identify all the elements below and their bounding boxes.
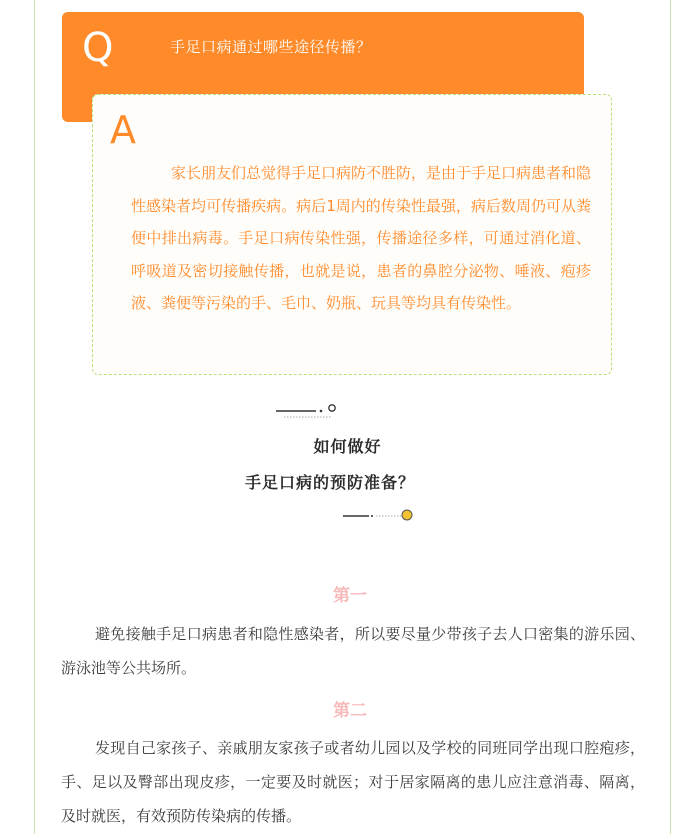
- section-label-1: 第一: [333, 586, 367, 606]
- answer-letter: A: [110, 108, 136, 152]
- bottom-divider-ornament: [343, 508, 415, 524]
- answer-text: 家长朋友们总觉得手足口病防不胜防，是由于手足口病患者和隐性感染者均可传播疾病。病后1周内的传染性最强，病后数周仍可从粪便中排出病毒。手足口病传染性强，传播途径多样，可通过消化道、呼吸道及密切接触传播，也就是说，患者的鼻腔分泌物、唾液、疱疹液、粪便等污染的手、毛巾、奶瓶、玩具等均具有传染性。: [131, 164, 592, 312]
- heading-line-1: 如何做好: [313, 437, 382, 456]
- question-letter: Q: [82, 25, 114, 71]
- top-divider-ornament: [276, 402, 346, 420]
- section-text-2: 发现自己家孩子、亲戚朋友家孩子或者幼儿园以及学校的同班同学出现口腔疱疹，手、足以及臀部出现皮疹，一定要及时就医；对于居家隔离的患儿应注意消毒、隔离，及时就医，有效预防传染病的传播。: [61, 739, 645, 825]
- section-label-2: 第二: [333, 701, 367, 721]
- heading-line-2: 手足口病的预防准备？: [244, 473, 415, 492]
- section-text-1: 避免接触手足口病患者和隐性感染者，所以要尽量少带孩子去人口密集的游乐园、游泳池等公共场所。: [61, 625, 645, 677]
- question-text: 手足口病通过哪些途径传播？: [170, 38, 372, 56]
